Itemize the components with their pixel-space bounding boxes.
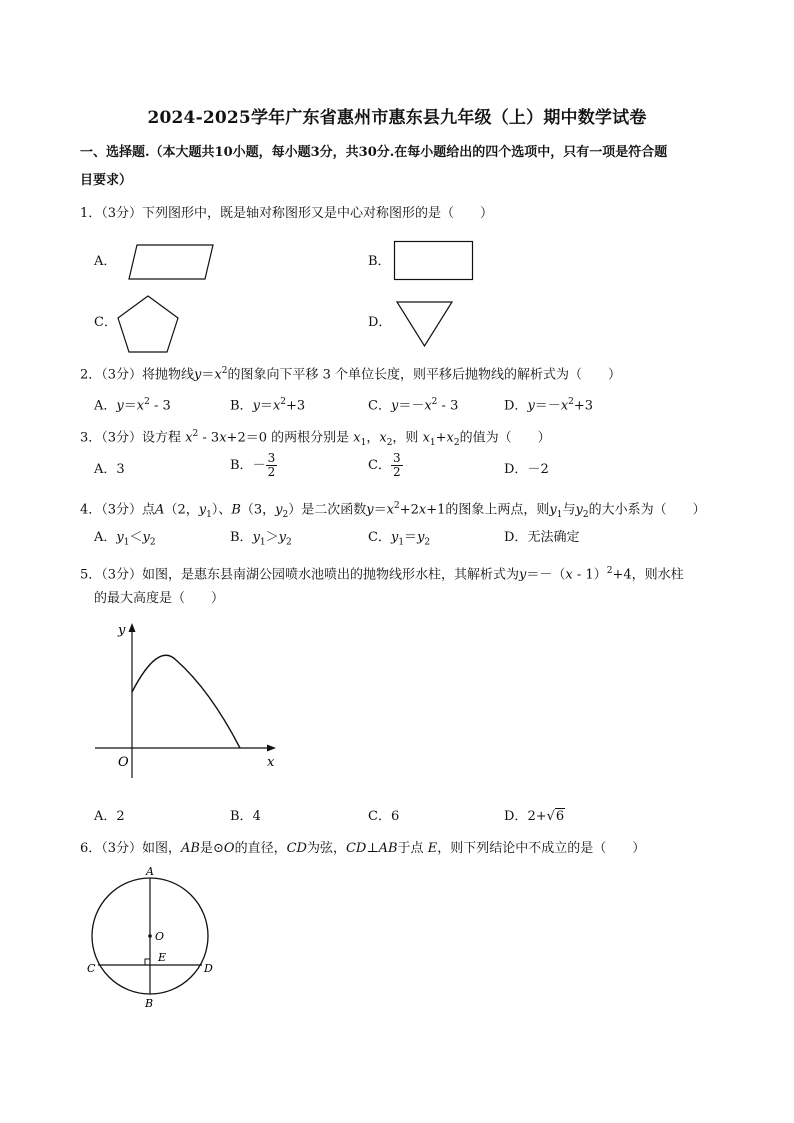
q4c-s2: 2 xyxy=(424,537,431,548)
q5-mid: - 1） xyxy=(572,567,607,583)
label-c: C xyxy=(87,962,96,975)
q4b-s1: 1 xyxy=(259,537,266,548)
q5d-root: 6 xyxy=(555,809,565,824)
q5c-value: 6 xyxy=(390,809,400,824)
q2-option-a xyxy=(94,393,171,415)
q2b-sup: 2 xyxy=(280,397,287,407)
section-heading-cont: 目要求） xyxy=(80,173,133,188)
q4a-y2: y xyxy=(142,530,150,545)
q4c-label: C． xyxy=(368,530,391,545)
q3c-den: 2 xyxy=(392,465,401,479)
q6-e: E xyxy=(427,841,438,856)
q4-cpost: 的大小系为（ ） xyxy=(588,502,706,518)
q4-option-c xyxy=(368,529,430,552)
y-axis-arrow xyxy=(129,623,136,632)
q3c-label: C． xyxy=(368,458,391,473)
label-b: B xyxy=(145,997,154,1010)
q2d-eq: ＝－ xyxy=(534,398,561,414)
q4a-rel: ＜ xyxy=(129,530,143,545)
q2-option-b xyxy=(230,393,305,415)
q6-m4: ⊥ xyxy=(366,841,379,856)
q4c-y1: y xyxy=(390,530,399,545)
q4b-y2: y xyxy=(278,530,287,545)
q5a-label: A． xyxy=(94,809,117,824)
q6-post: ，则下列结论中不成立的是（ ） xyxy=(437,841,646,856)
q4a-y1: y xyxy=(116,530,124,545)
right-angle-mark xyxy=(145,959,150,965)
q6-o: O xyxy=(223,841,235,856)
q2-exp: 2 xyxy=(221,366,228,376)
q3c-num: 3 xyxy=(392,451,401,465)
q4-cy1: y xyxy=(549,502,557,518)
label-d: D xyxy=(204,962,213,975)
q5b-label: B． xyxy=(230,809,253,824)
q5-y: y xyxy=(519,567,527,583)
q5-option-b xyxy=(230,808,261,826)
q2c-x: x xyxy=(424,398,432,414)
q5b-value: 4 xyxy=(252,809,261,824)
q4-cs1: 1 xyxy=(556,509,563,520)
q3-sup: 2 xyxy=(192,429,199,439)
q4-y2: y xyxy=(275,502,283,518)
q3-x: x xyxy=(185,430,193,446)
q3c-fraction xyxy=(391,452,403,479)
q4b-rel: ＞ xyxy=(265,530,279,545)
q2b-y: y xyxy=(252,398,260,414)
q2a-y: y xyxy=(116,398,124,414)
q2-option-c xyxy=(368,393,458,415)
q4-s1: 1 xyxy=(206,509,212,520)
q3-x1: x xyxy=(353,430,361,446)
q2d-sup: 2 xyxy=(568,397,574,407)
q4-fx: x xyxy=(386,502,394,518)
q5-post: +4，则水柱 xyxy=(612,567,684,583)
question-6 xyxy=(80,840,645,858)
q5-pre: 5．（3分）如图，是惠东县南湖公园喷水池喷出的抛物线形水柱，其解析式为 xyxy=(80,567,520,583)
q3-x4: x xyxy=(422,430,430,446)
question-5-cont: 的最大高度是（ ） xyxy=(94,591,225,606)
question-5 xyxy=(80,562,684,584)
q5d-value: 2+ xyxy=(527,809,547,824)
q3b-sign: － xyxy=(252,458,266,473)
q3d-label: D． xyxy=(504,462,528,477)
q2b-label: B． xyxy=(230,398,253,414)
q4-fx2: x xyxy=(418,502,427,518)
q2d-y: y xyxy=(527,398,535,414)
q4-cmid: 与 xyxy=(562,502,576,518)
q3-option-a xyxy=(94,461,125,479)
q4a-s1: 1 xyxy=(123,537,130,548)
q4b-label: B． xyxy=(230,530,253,545)
q4-A: A xyxy=(155,502,165,518)
q2a-label: A． xyxy=(94,398,117,414)
q4-fp: +2 xyxy=(399,502,419,518)
q4-pb: （3， xyxy=(240,502,276,518)
q2a-x: x xyxy=(136,398,145,414)
q4-option-a xyxy=(94,529,156,552)
q4-fpost: +1的图象上两点，则 xyxy=(426,502,550,518)
origin-label: O xyxy=(118,755,129,770)
q4-option-d xyxy=(504,529,579,547)
q3-x5: x xyxy=(446,430,454,446)
q3b-den: 2 xyxy=(267,465,276,479)
q2c-eq: ＝－ xyxy=(398,398,425,414)
q4-y1: y xyxy=(198,502,207,518)
q2a-sup: 2 xyxy=(144,397,150,407)
q2a-eq: ＝ xyxy=(123,398,137,414)
q6-m2: 的直径， xyxy=(234,841,287,856)
q3b-num: 3 xyxy=(267,451,276,465)
q3b-label: B． xyxy=(230,458,253,473)
q3-mid3: ，则 xyxy=(392,430,423,446)
rectangle-icon xyxy=(393,240,475,282)
label-a: A xyxy=(146,865,154,878)
q4a-label: A． xyxy=(94,530,117,545)
q2b-tail: +3 xyxy=(286,398,306,414)
q3b-fraction xyxy=(266,452,278,479)
question-1: 1．（3分）下列图形中，既是轴对称图形又是中心对称图形的是（ ） xyxy=(80,206,494,221)
q5a-value: 2 xyxy=(116,809,125,824)
q4-pb2: ）是二次函数 xyxy=(288,502,367,518)
sqrt-icon: √ xyxy=(546,809,555,824)
q4-pre: 4．（3分）点 xyxy=(80,502,156,518)
q4b-s2: 2 xyxy=(286,537,292,548)
q3a-label: A． xyxy=(94,462,117,477)
q2b-x: x xyxy=(272,398,281,414)
q3-s1: 1 xyxy=(360,437,367,448)
q2-post: 的图象向下平移 3 个单位长度，则平移后抛物线的解析式为（ ） xyxy=(227,367,622,383)
q2d-label: D． xyxy=(504,398,528,414)
q4c-s1: 1 xyxy=(398,537,405,548)
section-heading: 一、选择题.（本大题共10小题，每小题3分，共30分.在每小题给出的四个选项中，只有一项是符合题 xyxy=(80,145,668,160)
q4-fsup: 2 xyxy=(394,501,400,511)
q3-option-c xyxy=(368,452,403,479)
q3a-value: 3 xyxy=(116,462,125,477)
q3-s2: 2 xyxy=(386,437,393,448)
q3-x3: x xyxy=(379,430,387,446)
q4b-y1: y xyxy=(252,530,260,545)
q2-option-d xyxy=(504,393,593,415)
q2-var-y: y xyxy=(194,367,202,383)
q4-pa: （2， xyxy=(164,502,199,518)
q4-fy: y xyxy=(366,502,374,518)
q6-m1: 是⊙ xyxy=(200,841,224,856)
parabola-graph xyxy=(90,618,290,793)
q6-m5: 于点 xyxy=(397,841,428,856)
q4-cs2: 2 xyxy=(582,509,589,520)
label-e: E xyxy=(158,951,167,964)
q6-ab: AB xyxy=(181,841,200,856)
q2-pre: 2．（3分）将抛物线 xyxy=(80,367,195,383)
question-2 xyxy=(80,362,621,384)
x-axis-arrow xyxy=(267,745,276,752)
question-4 xyxy=(80,497,706,524)
question-3 xyxy=(80,425,551,452)
q6-m3: 为弦， xyxy=(306,841,346,856)
q5-option-d xyxy=(504,808,565,826)
q3-s4: 2 xyxy=(453,437,460,448)
q3-comma: ， xyxy=(366,430,380,446)
y-axis-label: y xyxy=(118,623,126,638)
q2c-label: C． xyxy=(368,398,391,414)
q6-ab2: AB xyxy=(378,841,398,856)
inverted-triangle-icon xyxy=(395,300,455,348)
page-title: 2024-2025学年广东省惠州市惠东县九年级（上）期中数学试卷 xyxy=(147,108,647,128)
q6-pre: 6．（3分）如图， xyxy=(80,841,182,856)
label-o: O xyxy=(155,930,165,943)
q5-option-a xyxy=(94,808,125,826)
q2c-sup: 2 xyxy=(431,397,438,407)
q4c-y2: y xyxy=(417,530,425,545)
center-dot xyxy=(148,934,152,938)
q3d-value: －2 xyxy=(527,462,549,477)
q5-eq: ＝－（ xyxy=(526,567,566,583)
q5-option-c xyxy=(368,808,399,826)
q1-option-a-label: A． xyxy=(94,254,117,269)
q1-option-b-label: B． xyxy=(368,254,391,269)
q2b-eq: ＝ xyxy=(259,398,273,414)
q2-var-x: x xyxy=(214,367,222,383)
q3-mid: - 3 xyxy=(198,430,220,446)
q6-cd2: CD xyxy=(345,841,367,856)
q5d-label: D． xyxy=(504,809,528,824)
parabola-curve xyxy=(132,655,240,748)
q2-eq: ＝ xyxy=(201,367,215,383)
q4c-rel: ＝ xyxy=(404,530,418,545)
q4-pa2: ）、 xyxy=(211,502,232,518)
q2c-y: y xyxy=(390,398,399,414)
q3-post: 的值为（ ） xyxy=(459,430,551,446)
q1-option-c-label: C． xyxy=(94,315,117,330)
pentagon-icon xyxy=(115,293,181,355)
q4-s2: 2 xyxy=(282,509,289,520)
q4-B: B xyxy=(231,502,241,518)
q5-sup: 2 xyxy=(606,566,613,576)
circle-diagram xyxy=(88,862,228,1012)
q3-x2: x xyxy=(219,430,227,446)
q2d-tail: +3 xyxy=(573,398,594,414)
q5-x: x xyxy=(565,567,573,583)
x-axis-label: x xyxy=(267,755,275,770)
q3-s3: 1 xyxy=(429,437,436,448)
q2a-tail: - 3 xyxy=(149,398,171,414)
q3-option-d xyxy=(504,461,549,479)
q3-pre: 3．（3分）设方程 xyxy=(80,430,186,446)
q2c-tail: - 3 xyxy=(437,398,459,414)
q5c-label: C． xyxy=(368,809,391,824)
q4-feq: ＝ xyxy=(373,502,387,518)
q2d-x: x xyxy=(560,398,569,414)
q4-option-b xyxy=(230,529,292,552)
q4d-label: D． xyxy=(504,530,528,545)
parallelogram-icon xyxy=(115,242,215,282)
q1-option-d-label: D． xyxy=(368,315,392,330)
q4d-value: 无法确定 xyxy=(527,530,580,545)
q3-mid2: +2＝0 的两根分别是 xyxy=(226,430,354,446)
q4-cy2: y xyxy=(575,502,583,518)
q3-option-b xyxy=(230,452,277,479)
q4a-s2: 2 xyxy=(149,537,156,548)
q6-cd: CD xyxy=(286,841,307,856)
q3-plus: + xyxy=(435,430,447,446)
